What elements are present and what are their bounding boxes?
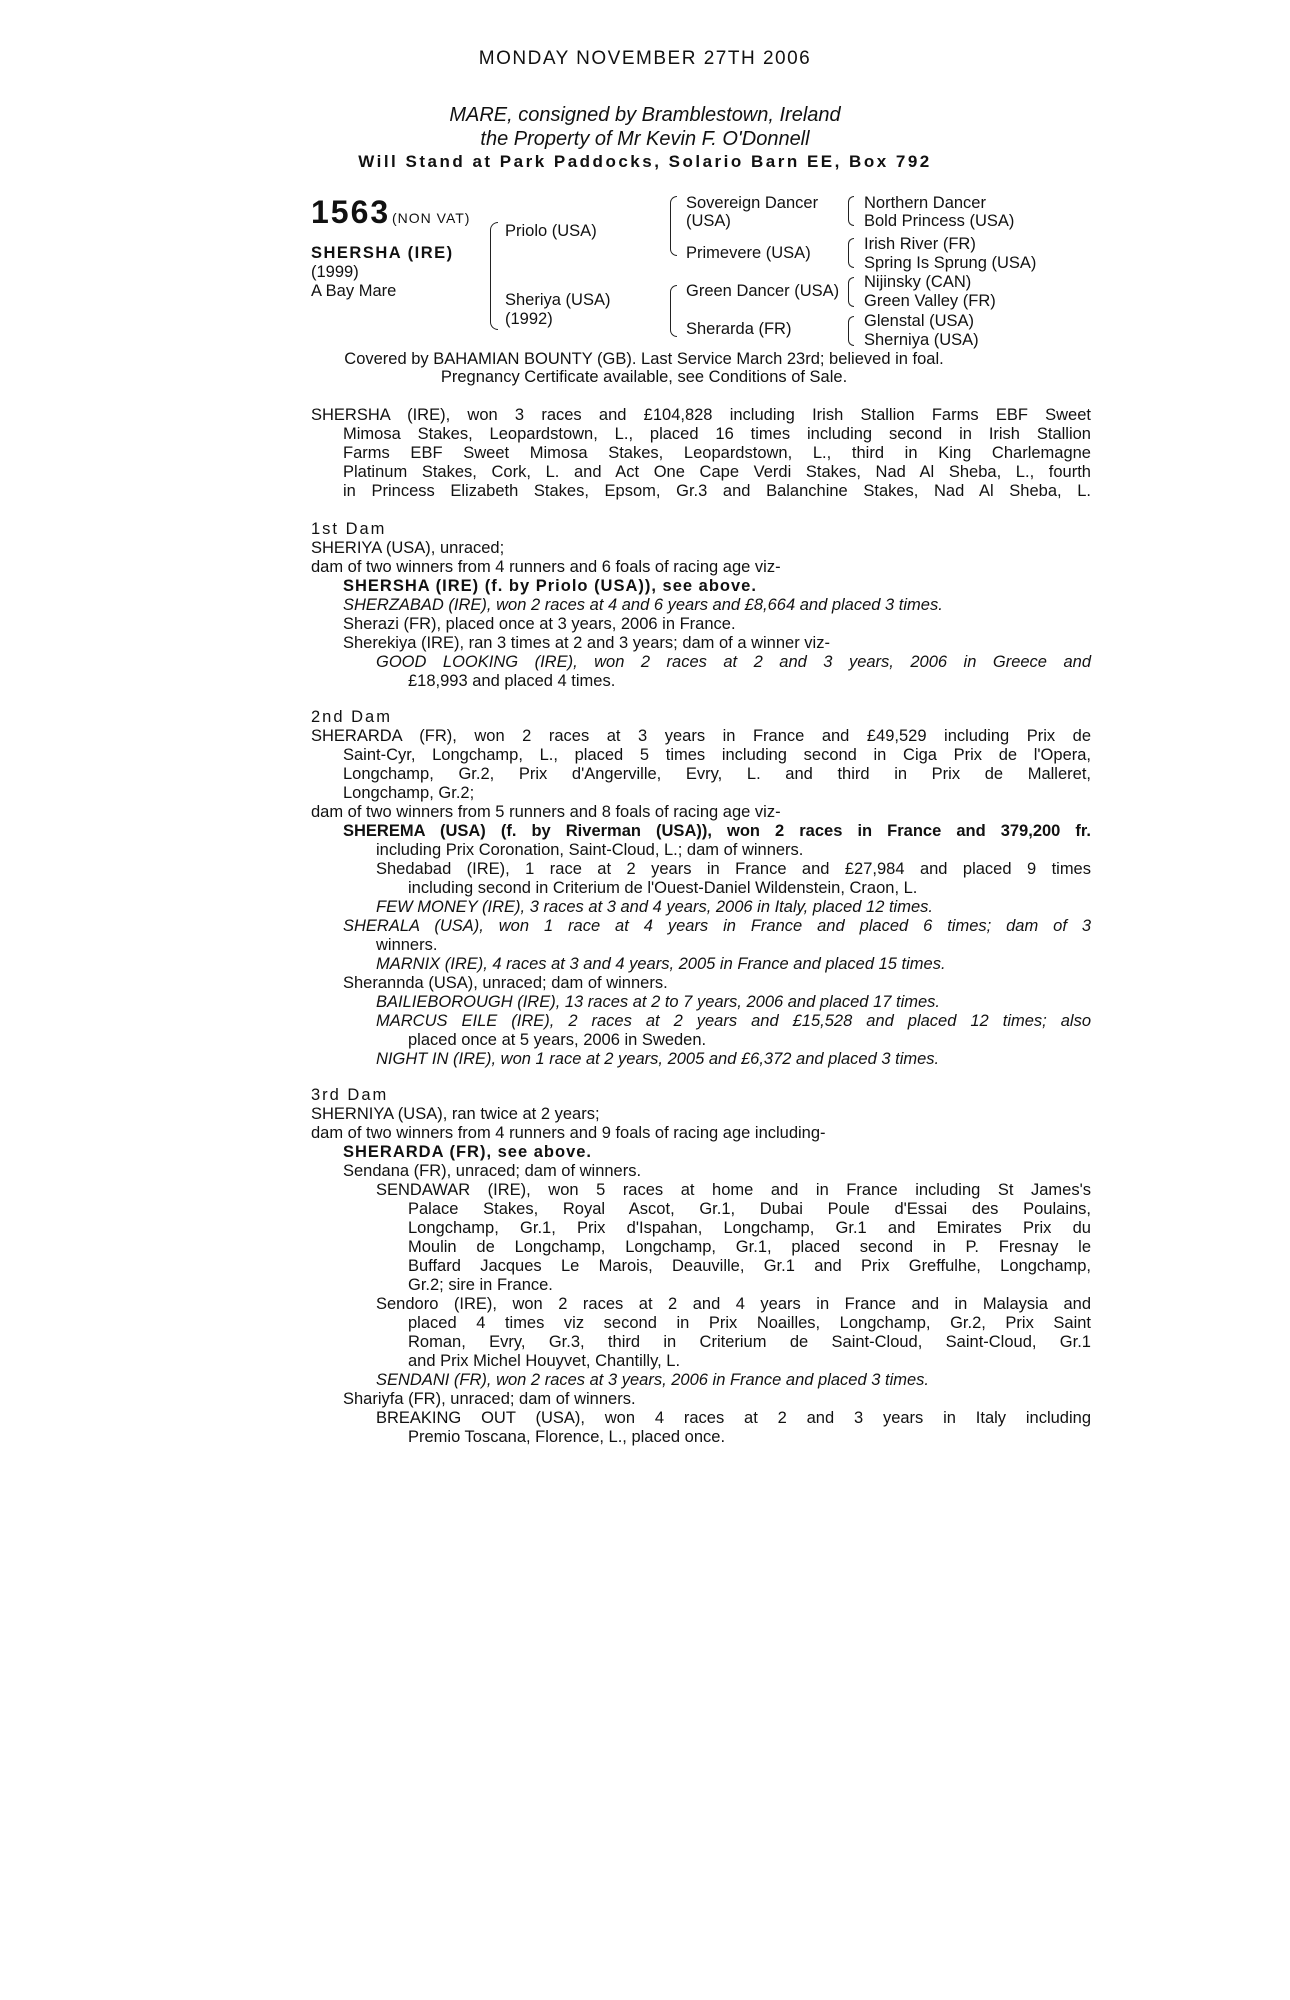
progeny-line: BREAKING OUT (USA), won 4 races at 2 and 3 years in Italy including: [376, 1409, 1091, 1427]
progeny-line: Sherazi (FR), placed once at 3 years, 2006 in France.: [343, 615, 736, 633]
record-line: Platinum Stakes, Cork, L. and Act One Cape Verdi Stakes, Nad Al Sheba, L., fourth: [343, 463, 1091, 481]
progeny-line: SENDAWAR (IRE), won 5 races at home and in France including St James's: [376, 1181, 1091, 1199]
dam-line: dam of two winners from 4 runners and 6 foals of racing age viz-: [311, 558, 781, 576]
progeny-line: Sherannda (USA), unraced; dam of winners.: [343, 974, 668, 992]
progeny-line: BAILIEBOROUGH (IRE), 13 races at 2 to 7 years, 2006 and placed 17 times.: [376, 993, 941, 1011]
third-dam-section: [311, 1086, 1091, 1447]
progeny-line: SHERSHA (IRE) (f. by Priolo (USA)), see above.: [343, 577, 757, 595]
progeny-line: placed once at 5 years, 2006 in Sweden.: [408, 1031, 707, 1049]
record-line: Mimosa Stakes, Leopardstown, L., placed 16 times including second in Irish Stallion: [343, 425, 1091, 443]
progeny-line: Longchamp, Gr.1, Prix d'Ispahan, Longchamp, Gr.1 and Emirates Prix du: [408, 1219, 1091, 1237]
progeny-line: including second in Criterium de l'Ouest-Daniel Wildenstein, Craon, L.: [408, 879, 918, 897]
horse-year: (1999): [311, 263, 359, 281]
dam: Sheriya (USA): [505, 291, 611, 309]
pregnancy-line: Pregnancy Certificate available, see Conditions of Sale.: [440, 368, 848, 386]
progeny-line: SENDANI (FR), won 2 races at 3 years, 2006 in France and placed 3 times.: [376, 1371, 929, 1389]
progeny-line: GOOD LOOKING (IRE), won 2 races at 2 and 3 years, 2006 in Greece and: [376, 653, 1091, 671]
pedigree-brace-1: [490, 222, 498, 330]
dam-line: dam of two winners from 4 runners and 9 foals of racing age including-: [311, 1124, 826, 1142]
ancestor-1: Northern Dancer: [864, 194, 986, 212]
progeny-line: NIGHT IN (IRE), won 1 race at 2 years, 2005 and £6,372 and placed 3 times.: [376, 1050, 940, 1068]
ancestor-8: Sherniya (USA): [864, 331, 979, 349]
second-dam-section: [311, 708, 1091, 1069]
dam-year: (1992): [505, 310, 553, 328]
progeny-line: SHERARDA (FR), see above.: [343, 1143, 593, 1161]
dam-sire: Green Dancer (USA): [686, 282, 840, 300]
ancestor-6: Green Valley (FR): [864, 292, 996, 310]
progeny-line: Roman, Evry, Gr.3, third in Criterium de Saint-Cloud, Saint-Cloud, Gr.1: [408, 1333, 1091, 1351]
stand-location: Will Stand at Park Paddocks, Solario Barn EE, Box 792: [358, 152, 932, 171]
dam-line: SHERIYA (USA), unraced;: [311, 539, 505, 557]
progeny-line: placed 4 times viz second in Prix Noailles, Longchamp, Gr.2, Prix Saint: [408, 1314, 1091, 1332]
pedigree-brace-3b: [848, 238, 854, 268]
consignor-line: MARE, consigned by Bramblestown, Ireland: [449, 104, 841, 126]
dam-line: Longchamp, Gr.2;: [343, 784, 475, 802]
ancestor-7: Glenstal (USA): [864, 312, 975, 330]
owner-line: the Property of Mr Kevin F. O'Donnell: [480, 128, 810, 150]
progeny-line: Sendana (FR), unraced; dam of winners.: [343, 1162, 642, 1180]
dam-line: SHERARDA (FR), won 2 races at 3 years in France and £49,529 including Prix de: [311, 727, 1091, 745]
first-dam-section: [311, 520, 1091, 691]
record-line: SHERSHA (IRE), won 3 races and £104,828 including Irish Stallion Farms EBF Sweet: [311, 406, 1091, 424]
dam-line: Saint-Cyr, Longchamp, L., placed 5 times including second in Ciga Prix de l'Opera,: [343, 746, 1091, 764]
progeny-line: including Prix Coronation, Saint-Cloud, L.; dam of winners.: [376, 841, 804, 859]
horse-name: SHERSHA (IRE): [311, 244, 454, 262]
section-heading: 2nd Dam: [311, 708, 392, 726]
sire: Priolo (USA): [505, 222, 597, 240]
section-heading: 3rd Dam: [311, 1086, 389, 1104]
progeny-line: Sherekiya (IRE), ran 3 times at 2 and 3 years; dam of a winner viz-: [343, 634, 830, 652]
progeny-line: SHEREMA (USA) (f. by Riverman (USA)), won 2 races in France and 379,200 fr.: [343, 822, 1091, 840]
horse-description: A Bay Mare: [311, 282, 397, 300]
sire-sire-country: (USA): [686, 212, 731, 230]
record-line: Farms EBF Sweet Mimosa Stakes, Leopardstown, L., third in King Charlemagne: [343, 444, 1091, 462]
progeny-line: FEW MONEY (IRE), 3 races at 3 and 4 years, 2006 in Italy, placed 12 times.: [376, 898, 933, 916]
ancestor-2: Bold Princess (USA): [864, 212, 1015, 230]
ancestor-4: Spring Is Sprung (USA): [864, 254, 1037, 272]
progeny-line: Premio Toscana, Florence, L., placed once.: [408, 1428, 726, 1446]
pedigree-brace-2b: [670, 285, 677, 337]
progeny-line: £18,993 and placed 4 times.: [408, 672, 616, 690]
progeny-line: Sendoro (IRE), won 2 races at 2 and 4 years in France and in Malaysia and: [376, 1295, 1091, 1313]
covering-line: Covered by BAHAMIAN BOUNTY (GB). Last Service March 23rd; believed in foal.: [344, 350, 944, 368]
sire-dam: Primevere (USA): [686, 244, 811, 262]
progeny-line: SHERZABAD (IRE), won 2 races at 4 and 6 years and £8,664 and placed 3 times.: [343, 596, 943, 614]
progeny-line: Shariyfa (FR), unraced; dam of winners.: [343, 1390, 636, 1408]
ancestor-3: Irish River (FR): [864, 235, 976, 253]
progeny-line: MARNIX (IRE), 4 races at 3 and 4 years, 2005 in France and placed 15 times.: [376, 955, 946, 973]
sire-sire: Sovereign Dancer: [686, 194, 819, 212]
pedigree-brace-3a: [848, 196, 854, 226]
progeny-line: winners.: [376, 936, 438, 954]
dam-line: dam of two winners from 5 runners and 8 foals of racing age viz-: [311, 803, 781, 821]
progeny-line: and Prix Michel Houyvet, Chantilly, L.: [408, 1352, 681, 1370]
pedigree-brace-2a: [670, 196, 677, 256]
dam-dam: Sherarda (FR): [686, 320, 792, 338]
vat-status: (NON VAT): [392, 210, 471, 226]
ancestor-5: Nijinsky (CAN): [864, 273, 972, 291]
section-heading: 1st Dam: [311, 520, 387, 538]
progeny-line: Shedabad (IRE), 1 race at 2 years in France and £27,984 and placed 9 times: [376, 860, 1091, 878]
dam-line: Longchamp, Gr.2, Prix d'Angerville, Evry, L. and third in Prix de Malleret,: [343, 765, 1091, 783]
progeny-line: Moulin de Longchamp, Longchamp, Gr.1, placed second in P. Fresnay le: [408, 1238, 1091, 1256]
progeny-line: Buffard Jacques Le Marois, Deauville, Gr.1 and Prix Greffulhe, Longchamp,: [408, 1257, 1091, 1275]
progeny-line: MARCUS EILE (IRE), 2 races at 2 years and £15,528 and placed 12 times; also: [376, 1012, 1091, 1030]
record-line: in Princess Elizabeth Stakes, Epsom, Gr.3 and Balanchine Stakes, Nad Al Sheba, L.: [343, 482, 1091, 500]
pedigree-brace-3d: [848, 316, 854, 346]
race-record: [311, 406, 1091, 501]
progeny-line: Gr.2; sire in France.: [408, 1276, 553, 1294]
sale-date: MONDAY NOVEMBER 27TH 2006: [478, 48, 812, 69]
pedigree-brace-3c: [848, 277, 854, 307]
lot-number: 1563: [311, 194, 391, 230]
progeny-line: Palace Stakes, Royal Ascot, Gr.1, Dubai Poule d'Essai des Poulains,: [408, 1200, 1091, 1218]
progeny-line: SHERALA (USA), won 1 race at 4 years in France and placed 6 times; dam of 3: [343, 917, 1091, 935]
dam-line: SHERNIYA (USA), ran twice at 2 years;: [311, 1105, 600, 1123]
